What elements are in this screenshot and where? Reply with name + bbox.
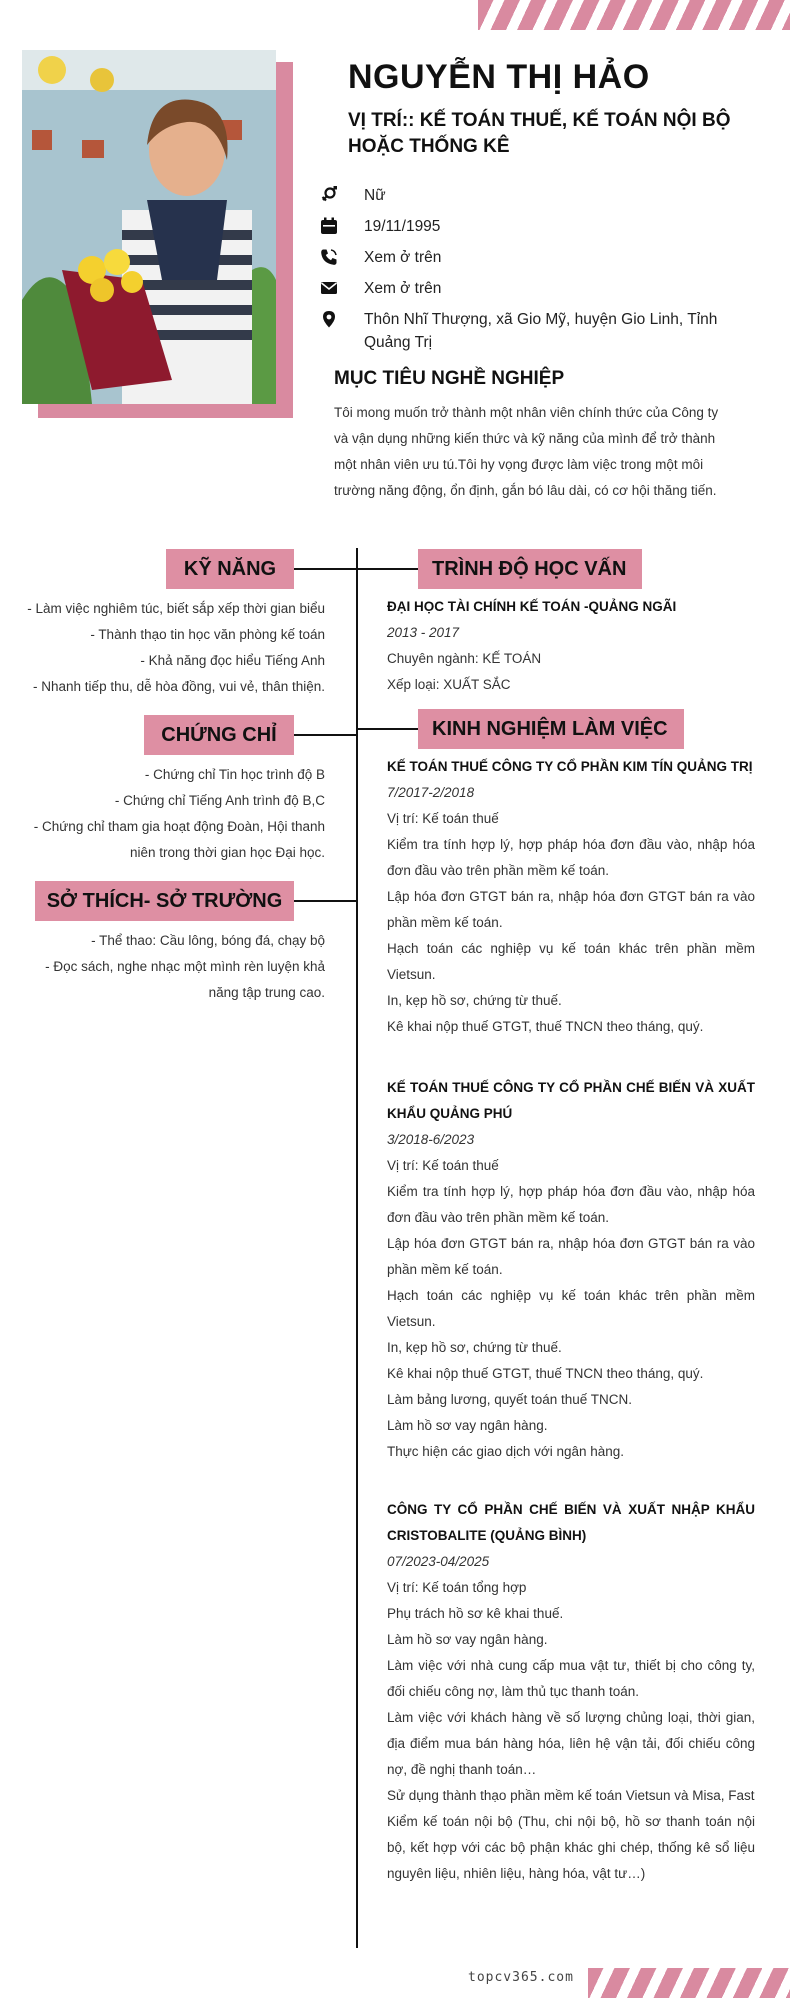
job-task: Kiểm tra tính hợp lý, hợp pháp hóa đơn đầu vào, nhập hóa đơn đầu vào trên phần mềm kế toán. <box>387 837 755 878</box>
hobby-item: - Đọc sách, nghe nhạc một mình rèn luyện khả năng tập trung cao. <box>45 959 325 1000</box>
job-task: Làm hồ sơ vay ngân hàng. <box>387 1418 548 1433</box>
calendar-icon <box>320 217 338 235</box>
skills-connector <box>294 568 418 570</box>
job-task: Làm hồ sơ vay ngân hàng. <box>387 1632 548 1647</box>
job-period: 7/2017-2/2018 <box>387 785 475 800</box>
info-gender <box>320 184 740 207</box>
info-address <box>320 308 740 354</box>
education-school: ĐẠI HỌC TÀI CHÍNH KẾ TOÁN -QUẢNG NGÃI <box>387 599 677 614</box>
objective-title: MỤC TIÊU NGHỀ NGHIỆP <box>334 368 565 389</box>
info-birthday <box>320 215 740 238</box>
skill-item: - Thành thạo tin học văn phòng kế toán <box>90 627 325 642</box>
experience-title: KINH NGHIỆM LÀM VIỆC <box>418 709 684 749</box>
experience-connector <box>356 728 418 730</box>
job-role: Vị trí: Kế toán thuế <box>387 1158 499 1173</box>
education-period: 2013 - 2017 <box>387 625 460 640</box>
footer-site: topcv365.com <box>468 1970 574 1985</box>
job-task: Làm bảng lương, quyết toán thuế TNCN. <box>387 1392 633 1407</box>
phone-text: Xem ở trên <box>364 249 442 266</box>
candidate-name: NGUYỄN THỊ HẢO <box>348 58 650 96</box>
skill-item: - Nhanh tiếp thu, dễ hòa đồng, vui vẻ, thân thiện. <box>33 679 325 694</box>
phone-icon <box>320 248 338 266</box>
job-task: Kiểm tra tính hợp lý, hợp pháp hóa đơn đầu vào, nhập hóa đơn đầu vào trên phần mềm kế toán. <box>387 1184 755 1225</box>
certificates-title: CHỨNG CHỈ <box>144 715 294 755</box>
certificates-connector <box>294 734 356 736</box>
job-task: Thực hiện các giao dịch với ngân hàng. <box>387 1444 625 1459</box>
hobbies-connector <box>294 900 356 902</box>
birthday-text: 19/11/1995 <box>364 218 441 235</box>
certificates-list <box>15 762 325 866</box>
job-task: Làm việc với nhà cung cấp mua vật tư, thiết bị cho công ty, đối chiếu công nợ, làm thủ tục thanh toán. <box>387 1658 755 1699</box>
timeline-line <box>356 548 358 1948</box>
job-task: Lập hóa đơn GTGT bán ra, nhập hóa đơn GTGT bán ra vào phần mềm kế toán. <box>387 889 755 930</box>
skills-title: KỸ NĂNG <box>166 549 294 589</box>
certificate-item: - Chứng chỉ tham gia hoạt động Đoàn, Hội thanh niên trong thời gian học Đại học. <box>33 819 325 860</box>
gender-text: Nữ <box>364 187 386 204</box>
email-text: Xem ở trên <box>364 280 442 297</box>
education-section <box>387 594 755 698</box>
education-title: TRÌNH ĐỘ HỌC VẤN <box>418 549 642 589</box>
education-rank: Xếp loại: XUẤT SẮC <box>387 677 511 692</box>
job-task: In, kẹp hồ sơ, chứng từ thuế. <box>387 1340 562 1355</box>
skills-list <box>5 596 325 700</box>
job-task: Phụ trách hồ sơ kê khai thuế. <box>387 1606 564 1621</box>
job-entry-2 <box>387 1075 755 1465</box>
personal-info <box>320 184 740 362</box>
job-task: Hạch toán các nghiệp vụ kế toán khác trên phần mềm Vietsun. <box>387 941 755 982</box>
location-icon <box>320 310 338 328</box>
job-entry-3 <box>387 1497 755 1887</box>
job-company: KẾ TOÁN THUẾ CÔNG TY CỔ PHẦN KIM TÍN QUẢNG TRỊ <box>387 759 753 774</box>
profile-photo-illustration <box>22 50 276 404</box>
profile-photo <box>22 50 276 404</box>
job-period: 07/2023-04/2025 <box>387 1554 490 1569</box>
hobbies-title: SỞ THÍCH- SỞ TRƯỜNG <box>35 881 294 921</box>
skill-item: - Khả năng đọc hiểu Tiếng Anh <box>140 653 325 668</box>
desired-position: VỊ TRÍ:: KẾ TOÁN THUẾ, KẾ TOÁN NỘI BỘ HOẶC THỐNG KÊ <box>348 110 731 157</box>
gender-icon <box>320 186 338 204</box>
email-icon <box>320 279 338 297</box>
hobby-item: - Thể thao: Cầu lông, bóng đá, chạy bộ <box>91 933 325 948</box>
education-major: Chuyên ngành: KẾ TOÁN <box>387 651 542 666</box>
job-task: Sử dụng thành thạo phần mềm kế toán Vietsun và Misa, Fast <box>387 1788 755 1803</box>
job-task: Kiểm kế toán nội bộ (Thu, chi nội bộ, hồ sơ thanh toán nội bộ, kết hợp với các bộ phận khác ghi chép, thống kê sổ liệu nguyên liệu, nhiên liệu, hàng hóa, vật tư…) <box>387 1814 755 1881</box>
job-role: Vị trí: Kế toán tổng hợp <box>387 1580 527 1595</box>
address-text: Thôn Nhĩ Thượng, xã Gio Mỹ, huyện Gio Linh, Tỉnh Quảng Trị <box>364 311 718 351</box>
job-task: Làm việc với khách hàng về số lượng chủng loại, thời gian, địa điểm mua bán hàng hóa, liên hệ vận tải, đối chiếu công nợ, đề nghị thanh toán… <box>387 1710 755 1777</box>
job-task: Hạch toán các nghiệp vụ kế toán khác trên phần mềm Vietsun. <box>387 1288 755 1329</box>
job-company: KẾ TOÁN THUẾ CÔNG TY CỔ PHẦN CHẾ BIẾN VÀ XUẤT KHẨU QUẢNG PHÚ <box>387 1080 755 1121</box>
certificate-item: - Chứng chỉ Tiếng Anh trình độ B,C <box>114 793 325 808</box>
job-task: Kê khai nộp thuế GTGT, thuế TNCN theo tháng, quý. <box>387 1019 704 1034</box>
hobbies-list <box>35 928 325 1006</box>
certificate-item: - Chứng chỉ Tin học trình độ B <box>144 767 325 782</box>
job-role: Vị trí: Kế toán thuế <box>387 811 499 826</box>
job-task: Kê khai nộp thuế GTGT, thuế TNCN theo tháng, quý. <box>387 1366 704 1381</box>
job-entry-1 <box>387 754 755 1040</box>
job-task: Lập hóa đơn GTGT bán ra, nhập hóa đơn GTGT bán ra vào phần mềm kế toán. <box>387 1236 755 1277</box>
top-stripes <box>478 0 790 30</box>
objective-text: Tôi mong muốn trở thành một nhân viên chính thức của Công ty và vận dụng những kiến thức và kỹ năng của mình để trở thành một nhân viên ưu tú.Tôi hy vọng được làm việc trong một môi trường năng động, ổn định, gắn bó lâu dài, có cơ hội thăng tiến. <box>334 405 719 498</box>
bottom-stripes <box>588 1968 790 1998</box>
job-company: CÔNG TY CỔ PHẦN CHẾ BIẾN VÀ XUẤT NHẬP KHẨU CRISTOBALITE (QUẢNG BÌNH) <box>387 1502 755 1543</box>
job-task: In, kẹp hồ sơ, chứng từ thuế. <box>387 993 562 1008</box>
skill-item: - Làm việc nghiêm túc, biết sắp xếp thời gian biểu <box>27 601 325 616</box>
info-phone <box>320 246 740 269</box>
info-email <box>320 277 740 300</box>
job-period: 3/2018-6/2023 <box>387 1132 475 1147</box>
